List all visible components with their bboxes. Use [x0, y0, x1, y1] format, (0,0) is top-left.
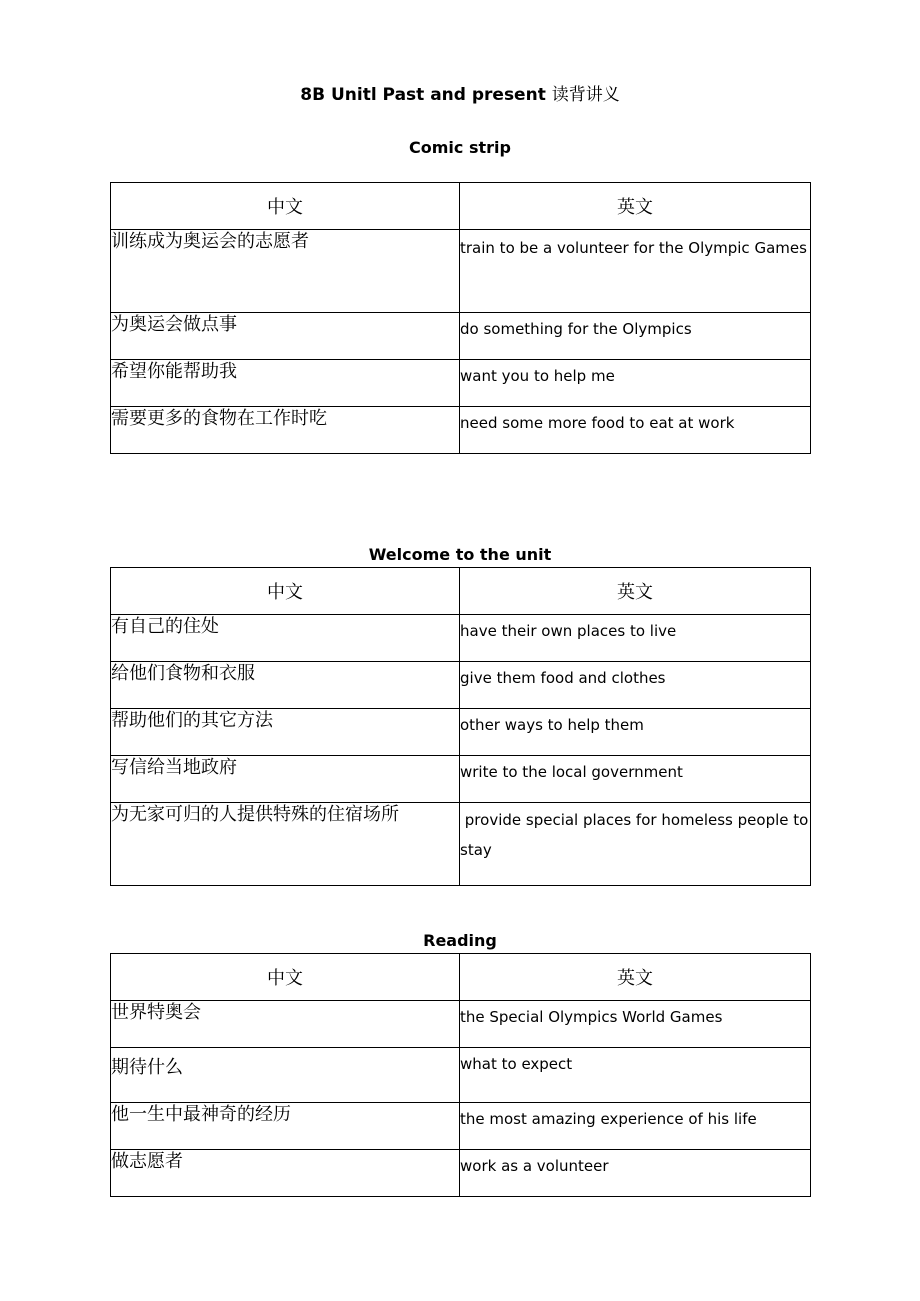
chinese-cell: 做志愿者: [111, 1150, 460, 1197]
chinese-cell: 需要更多的食物在工作时吃: [111, 407, 460, 454]
english-cell: want you to help me: [460, 360, 811, 407]
chinese-cell: 写信给当地政府: [111, 756, 460, 803]
table-row: [111, 1150, 811, 1197]
english-cell: what to expect: [460, 1048, 811, 1103]
column-header-english: 英文: [460, 183, 811, 230]
vocab-table-welcome-to-the-unit: [110, 567, 814, 886]
table-row: [111, 803, 811, 886]
table-row: [111, 360, 811, 407]
english-cell: the most amazing experience of his life: [460, 1103, 811, 1150]
table-header-row: [111, 183, 811, 230]
chinese-cell: 他一生中最神奇的经历: [111, 1103, 460, 1150]
vocab-table-reading: [110, 953, 811, 1197]
chinese-cell: 给他们食物和衣服: [111, 662, 460, 709]
english-cell: the Special Olympics World Games: [460, 1001, 811, 1048]
chinese-cell: 有自己的住处: [111, 615, 460, 662]
page-title: [0, 84, 920, 106]
table-row: [111, 709, 811, 756]
column-header-chinese: 中文: [111, 568, 460, 615]
table-row: [111, 615, 811, 662]
column-header-english: 英文: [460, 568, 811, 615]
english-cell: other ways to help them: [460, 709, 811, 756]
table-row: [111, 1103, 811, 1150]
column-header-chinese: 中文: [111, 183, 460, 230]
column-header-chinese: 中文: [111, 954, 460, 1001]
page-title-chinese: 读背讲义: [551, 85, 620, 105]
chinese-cell: 为无家可归的人提供特殊的住宿场所: [111, 803, 460, 886]
english-cell: do something for the Olympics: [460, 313, 811, 360]
english-cell: need some more food to eat at work: [460, 407, 811, 454]
english-cell: give them food and clothes: [460, 662, 811, 709]
table-row: [111, 230, 811, 313]
chinese-cell: 帮助他们的其它方法: [111, 709, 460, 756]
table-header-row: [111, 954, 811, 1001]
table-row: [111, 1001, 811, 1048]
table-row: [111, 313, 811, 360]
english-cell: work as a volunteer: [460, 1150, 811, 1197]
english-cell: write to the local government: [460, 756, 811, 803]
table-header-row: [111, 568, 811, 615]
english-cell: have their own places to live: [460, 615, 811, 662]
table-row: [111, 407, 811, 454]
section-heading-welcome-to-the-unit: Welcome to the unit: [368, 545, 552, 564]
section-heading-comic-strip: Comic strip: [409, 138, 511, 157]
vocab-table-comic-strip: [110, 182, 811, 454]
page-title-english: 8B Unitl Past and present: [300, 85, 546, 105]
chinese-cell: 希望你能帮助我: [111, 360, 460, 407]
table-row: [111, 1048, 811, 1103]
chinese-cell: 训练成为奥运会的志愿者: [111, 230, 460, 313]
english-cell: provide special places for homeless people to stay: [460, 803, 811, 886]
chinese-cell: 为奥运会做点事: [111, 313, 460, 360]
english-cell: train to be a volunteer for the Olympic Games: [460, 230, 811, 313]
table-row: [111, 756, 811, 803]
column-header-english: 英文: [460, 954, 811, 1001]
table-row: [111, 662, 811, 709]
section-heading-reading: Reading: [423, 931, 497, 950]
chinese-cell: 期待什么: [111, 1048, 460, 1103]
chinese-cell: 世界特奥会: [111, 1001, 460, 1048]
